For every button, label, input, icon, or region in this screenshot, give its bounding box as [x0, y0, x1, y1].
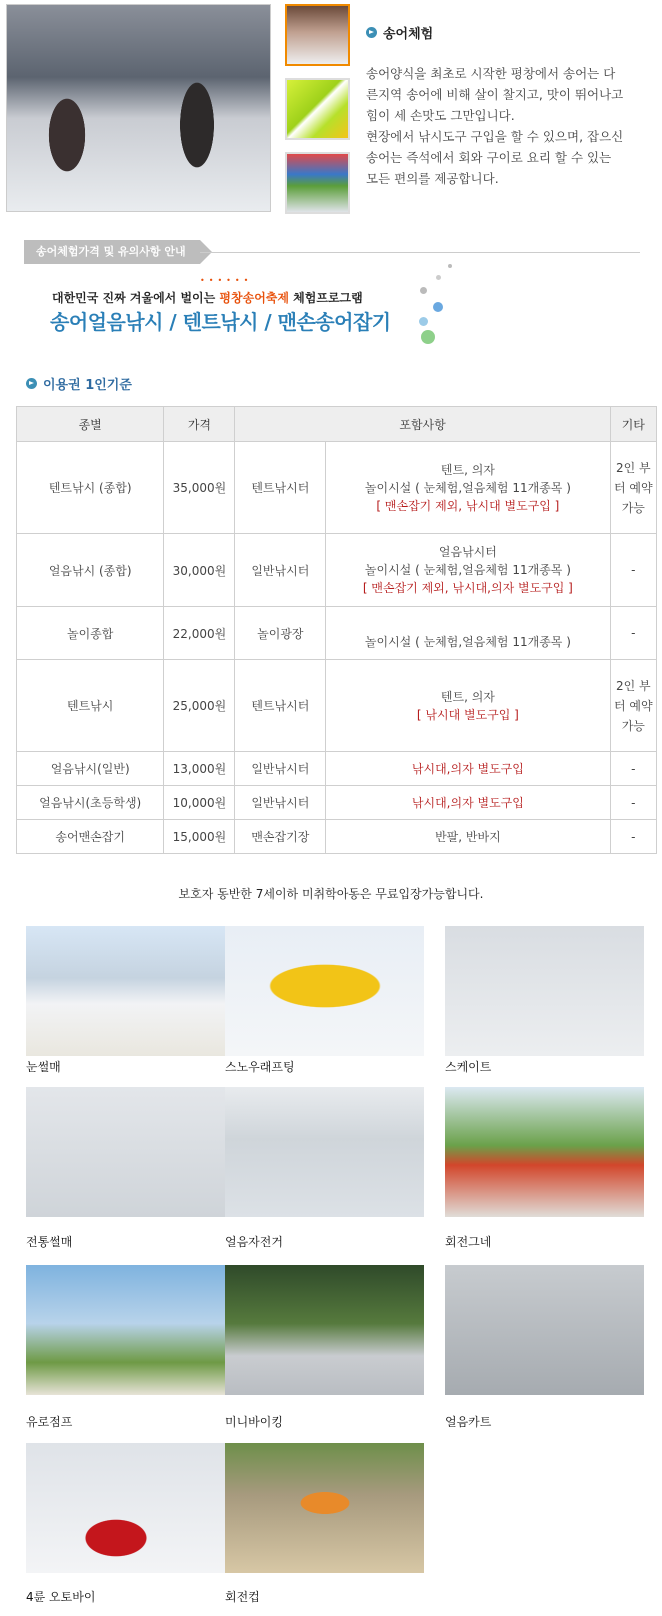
emphasis-dots: •••••• [200, 276, 253, 285]
header-etc: 기타 [610, 407, 656, 442]
cell-included [326, 534, 610, 607]
desc-line: 현장에서 낚시도구 구입을 할 수 있으며, 잡으신 [366, 129, 624, 144]
cell-included [326, 442, 610, 534]
gallery-caption: 회전컵 [225, 1590, 260, 1604]
cell-etc: 2인 부터 예약 가능 [610, 660, 656, 752]
cell-price: 30,000원 [164, 534, 235, 607]
incl-note: [ 낚시대 별도구입 ] [416, 707, 519, 722]
cell-place: 텐트낚시터 [235, 660, 326, 752]
cell-place: 놀이광장 [235, 607, 326, 660]
gallery-photo-rafting [225, 926, 424, 1056]
decor-dot [419, 317, 428, 326]
decor-dot [420, 287, 427, 294]
gallery-photo-rotating-cup [225, 1443, 424, 1573]
promo-subtitle [52, 289, 363, 306]
thumbnail-2[interactable] [285, 78, 350, 140]
gallery-caption: 회전그네 [445, 1235, 492, 1249]
section-title [366, 23, 433, 42]
incl-line: 텐트, 의자 [440, 462, 495, 477]
divider [200, 252, 640, 253]
thumbnail-1[interactable] [285, 4, 350, 66]
incl-note: [ 맨손잡기 제외, 낚시대 별도구입 ] [376, 498, 560, 513]
arrow-bullet-icon [26, 378, 37, 389]
cell-place: 텐트낚시터 [235, 442, 326, 534]
cell-type: 얼음낚시(일반) [17, 752, 164, 786]
cell-type: 텐트낚시 (종합) [17, 442, 164, 534]
cell-place: 일반낚시터 [235, 786, 326, 820]
cell-etc: - [610, 786, 656, 820]
cell-etc: - [610, 820, 656, 854]
thumbnail-3[interactable] [285, 152, 350, 214]
incl-note: [ 맨손잡기 제외, 낚시대,의자 별도구입 ] [362, 581, 573, 595]
table-row [17, 442, 657, 534]
price-notice-tab: 송어체험가격 및 유의사항 안내 [24, 240, 200, 264]
cell-price: 22,000원 [164, 607, 235, 660]
cell-etc: - [610, 534, 656, 607]
decor-dot [448, 264, 452, 268]
incl-line: 텐트, 의자 [440, 689, 495, 704]
gallery-photo-sled [26, 926, 225, 1056]
cell-price: 15,000원 [164, 820, 235, 854]
promo-text-b: 체험프로그램 [288, 291, 363, 305]
section-title-text: 송어체험 [383, 27, 434, 42]
promo-headline: 송어얼음낚시 / 텐트낚시 / 맨손송어잡기 [50, 310, 391, 334]
gallery-photo-ice-bike [225, 1087, 424, 1217]
gallery-caption: 눈썰매 [26, 1060, 61, 1074]
cell-price: 13,000원 [164, 752, 235, 786]
table-row [17, 660, 657, 752]
gallery-photo-traditional-sled [26, 1087, 225, 1217]
cell-price: 25,000원 [164, 660, 235, 752]
cell-price: 10,000원 [164, 786, 235, 820]
desc-line: 모든 편의를 제공합니다. [366, 171, 499, 186]
cell-included [326, 660, 610, 752]
gallery-caption: 유로점프 [26, 1415, 73, 1429]
section-description [366, 63, 656, 189]
promo-text-a: 대한민국 진짜 겨울에서 벌이는 [52, 291, 220, 305]
cell-price: 35,000원 [164, 442, 235, 534]
decor-dot [433, 302, 443, 312]
gallery-photo-mini-viking [225, 1265, 424, 1395]
gallery-photo-euro-jump [26, 1265, 225, 1395]
cell-etc: - [610, 752, 656, 786]
gallery-photo-skate [445, 926, 644, 1056]
gallery-photo-ice-kart [445, 1265, 644, 1395]
desc-line: 힘이 세 손맛도 그만입니다. [366, 108, 515, 123]
incl-line: 놀이시설 ( 눈체험,얼음체험 11개종목 ) [364, 480, 571, 495]
incl-line: 놀이시설 ( 눈체험,얼음체험 11개종목 ) [364, 635, 571, 649]
decor-dot [421, 330, 435, 344]
table-row [17, 786, 657, 820]
ticket-title-text: 이용권 1인기준 [43, 378, 132, 393]
table-row [17, 534, 657, 607]
gallery-caption: 전통썰매 [26, 1235, 73, 1249]
gallery-caption: 얼음카트 [445, 1415, 492, 1429]
header-included: 포함사항 [235, 407, 610, 442]
ticket-title [26, 374, 132, 393]
cell-type: 송어맨손잡기 [17, 820, 164, 854]
gallery-caption: 4륜 오토바이 [26, 1590, 96, 1604]
cell-place: 맨손잡기장 [235, 820, 326, 854]
desc-line: 송어양식을 최초로 시작한 평창에서 송어는 다 [366, 66, 616, 81]
gallery-photo-swing [445, 1087, 644, 1217]
price-table [16, 406, 657, 854]
header-type: 종별 [17, 407, 164, 442]
incl-line: 얼음낚시터 [438, 545, 497, 559]
table-header-row [17, 407, 657, 442]
header-price: 가격 [164, 407, 235, 442]
desc-line: 송어는 즉석에서 회와 구이로 요리 할 수 있는 [366, 150, 612, 165]
table-row [17, 607, 657, 660]
desc-line: 른지역 송어에 비해 살이 찰지고, 맛이 뛰어나고 [366, 87, 624, 102]
cell-etc: 2인 부터 예약 가능 [610, 442, 656, 534]
cell-type: 놀이종합 [17, 607, 164, 660]
cell-included: 반팔, 반바지 [326, 820, 610, 854]
gallery-photo-atv [26, 1443, 225, 1573]
incl-line: 놀이시설 ( 눈체험,얼음체험 11개종목 ) [364, 563, 571, 577]
gallery-caption: 얼음자전거 [225, 1235, 283, 1249]
arrow-bullet-icon [366, 27, 377, 38]
decor-dot [436, 275, 441, 280]
main-photo-ice-fishing [6, 4, 271, 212]
cell-etc: - [610, 607, 656, 660]
cell-included: 낚시대,의자 별도구입 [326, 786, 610, 820]
table-row [17, 820, 657, 854]
gallery-caption: 미니바이킹 [225, 1415, 283, 1429]
cell-included [326, 607, 610, 660]
cell-type: 텐트낚시 [17, 660, 164, 752]
table-row [17, 752, 657, 786]
gallery-caption: 스케이트 [445, 1060, 492, 1074]
cell-included: 낚시대,의자 별도구입 [326, 752, 610, 786]
promo-highlight: 평창송어축제 [219, 291, 289, 305]
gallery-caption: 스노우래프팅 [225, 1060, 295, 1074]
cell-place: 일반낚시터 [235, 534, 326, 607]
cell-type: 얼음낚시(초등학생) [17, 786, 164, 820]
cell-place: 일반낚시터 [235, 752, 326, 786]
free-admission-note: 보호자 동반한 7세이하 미취학아동은 무료입장가능합니다. [178, 887, 484, 901]
cell-type: 얼음낚시 (종합) [17, 534, 164, 607]
